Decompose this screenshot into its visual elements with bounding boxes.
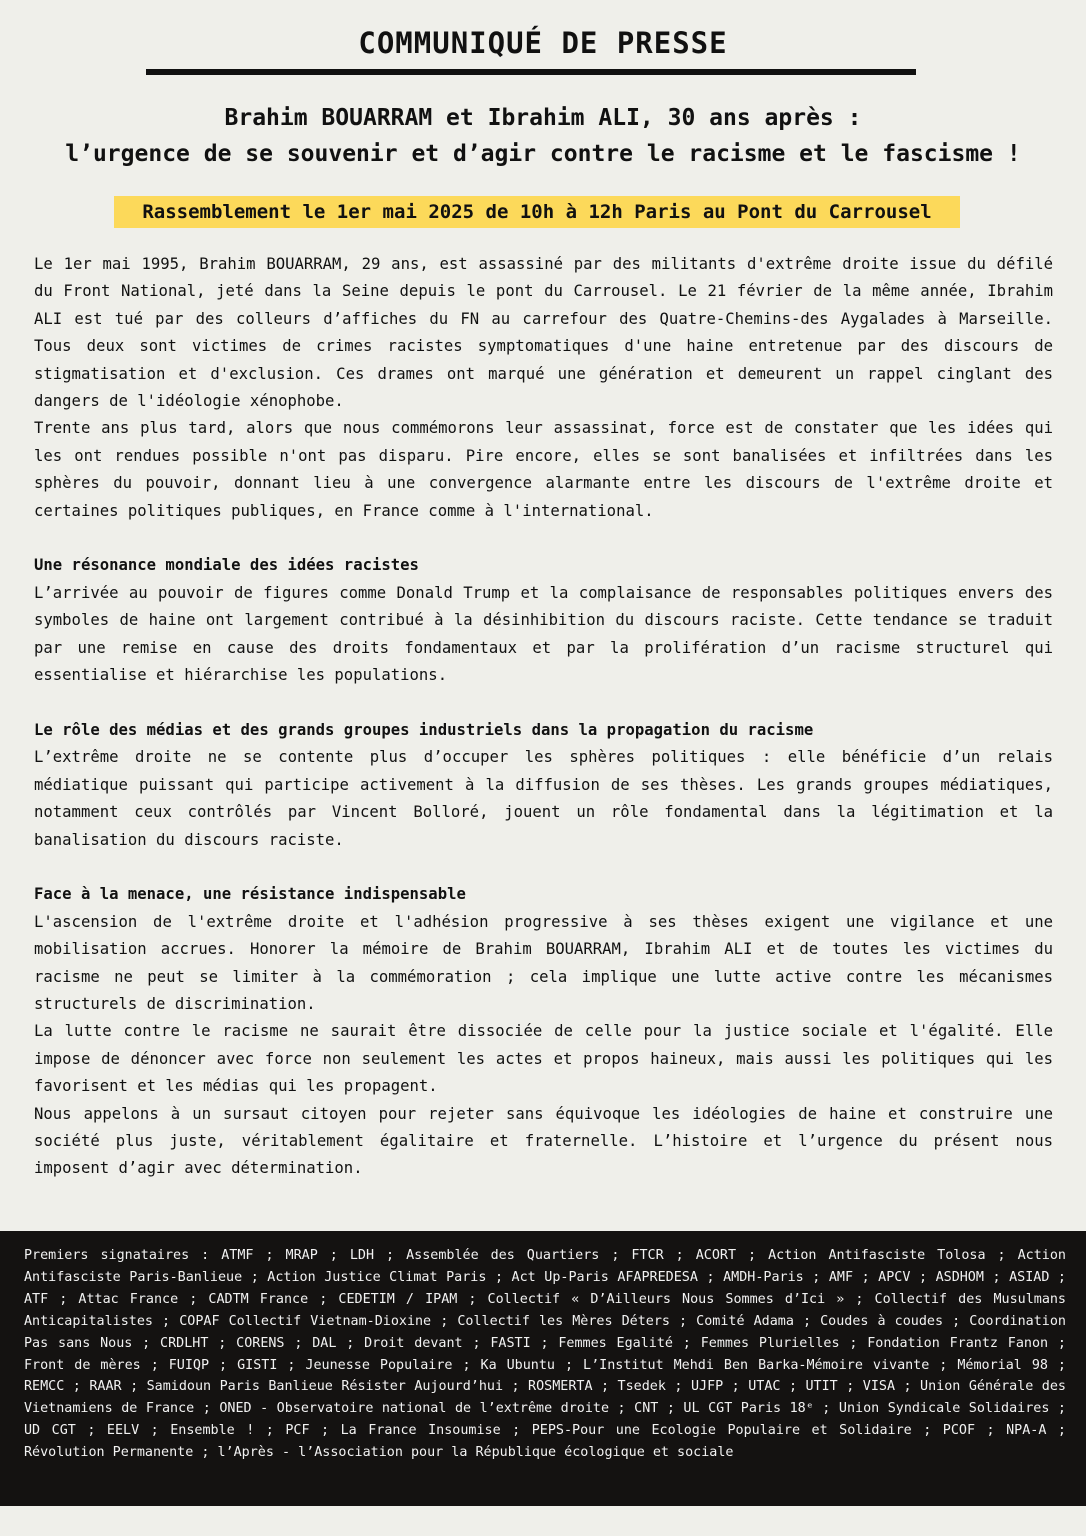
page-title: COMMUNIQUÉ DE PRESSE <box>358 26 728 60</box>
press-release-body <box>34 251 1053 1183</box>
intro-paragraph-1: Le 1er mai 1995, Brahim BOUARRAM, 29 ans, est assassiné par des militants d'extrême droite issue du défilé du Front National, jeté dans la Seine depuis le pont du Carrousel. Le 21 février de la même année, Ibrahim ALI est tué par des colleurs d’affiches du FN au carrefour des Quatre-Chemins-des Aygalades à Marseille. Tous deux sont victimes de crimes racistes symptomatiques d'une haine entretenue par des discours de stigmatisation et d'exclusion. Ces drames ont marqué une génération et demeurent un rappel cinglant des dangers de l'idéologie xénophobe. <box>34 255 1053 411</box>
headline <box>0 100 1086 172</box>
section-title-global-resonance: Une résonance mondiale des idées racistes <box>34 556 419 575</box>
intro-paragraph-2: Trente ans plus tard, alors que nous commémorons leur assassinat, force est de constater que les idées qui les ont rendues possible n'ont pas disparu. Pire encore, elles se sont banalisées et infiltrées dans les sphères du pouvoir, donnant lieu à une convergence alarmante entre les discours de l'extrême droite et certaines politiques publiques, en France comme à l'international. <box>34 419 1053 520</box>
signatories-list: Premiers signataires : ATMF ; MRAP ; LDH ; Assemblée des Quartiers ; FTCR ; ACORT ; Action Antifasciste Tolosa ; Action Antifasciste Paris-Banlieue ; Action Justice Climat Paris ; Act Up-Paris AFAPREDESA ; AMDH-Paris ; AMF ; APCV ; ASDHOM ; ASIAD ; ATF ; Attac France ; CADTM France ; CEDETIM / IPAM ; Collectif « D’Ailleurs Nous Sommes d’Ici » ; Collectif des Musulmans Anticapitalistes ; COPAF Collectif Vietnam-Dioxine ; Collectif les Mères Déters ; Comité Adama ; Coudes à coudes ; Coordination Pas sans Nous ; CRDLHT ; CORENS ; DAL ; Droit devant ; FASTI ; Femmes Egalité ; Femmes Plurielles ; Fondation Frantz Fanon ; Front de mères ; FUIQP ; GISTI ; Jeunesse Populaire ; Ka Ubuntu ; L’Institut Mehdi Ben Barka-Mémoire vivante ; Mémorial 98 ; REMCC ; RAAR ; Samidoun Paris Banlieue Résister Aujourd’hui ; ROSMERTA ; Tsedek ; UJFP ; UTAC ; UTIT ; VISA ; Union Générale des Vietnamiens de France ; ONED - Observatoire national de l’extrême droite ; CNT ; UL CGT Paris 18ᵉ ; Union Syndicale Solidaires ; UD CGT ; EELV ; Ensemble ! ; PCF ; La France Insoumise ; PEPS-Pour une Ecologie Populaire et Solidaire ; PCOF ; NPA-A ; Révolution Permanente ; l’Après - l’Association pour la République écologique et sociale <box>24 1248 1066 1461</box>
section-title-media-role: Le rôle des médias et des grands groupes industriels dans la propagation du racisme <box>34 720 814 739</box>
headline-line-2: l’urgence de se souvenir et d’agir contre le racisme et le fascisme ! <box>65 141 1021 167</box>
headline-line-1: Brahim BOUARRAM et Ibrahim ALI, 30 ans après : <box>224 105 862 131</box>
section-paragraph: Nous appelons à un sursaut citoyen pour rejeter sans équivoque les idéologies de haine et construire une société plus juste, véritablement égalitaire et fraternelle. L’histoire et l’urgence du présent nous imposent d’agir avec détermination. <box>34 1104 1053 1178</box>
section-paragraph: L'ascension de l'extrême droite et l'adhésion progressive à ses thèses exigent une vigilance et une mobilisation accrues. Honorer la mémoire de Brahim BOUARRAM, Ibrahim ALI et de toutes les victimes du racisme ne peut se limiter à la commémoration ; cela implique une lutte active contre les mécanismes structurels de discrimination. <box>34 912 1053 1013</box>
section-title-resistance: Face à la menace, une résistance indispensable <box>34 885 466 904</box>
section-paragraph: La lutte contre le racisme ne saurait être dissociée de celle pour la justice sociale et l'égalité. Elle impose de dénoncer avec force non seulement les actes et propos haineux, mais aussi les politiques qui les favorisent et les médias qui les propagent. <box>34 1022 1053 1096</box>
event-banner: Rassemblement le 1er mai 2025 de 10h à 12h Paris au Pont du Carrousel <box>114 196 960 228</box>
signatories-footer <box>0 1231 1086 1506</box>
section-paragraph: L’arrivée au pouvoir de figures comme Donald Trump et la complaisance de responsables politiques envers des symboles de haine ont largement contribué à la désinhibition du discours raciste. Cette tendance se traduit par une remise en cause des droits fondamentaux et par la prolifération d’un racisme structurel qui essentialise et hiérarchise les populations. <box>34 583 1053 685</box>
section-paragraph: L’extrême droite ne se contente plus d’occuper les sphères politiques : elle bénéficie d’un relais médiatique puissant qui participe activement à la diffusion de ses thèses. Les grands groupes médiatiques, notamment ceux contrôlés par Vincent Bolloré, jouent un rôle fondamental dans la légitimation et la banalisation du discours raciste. <box>34 748 1053 849</box>
title-divider <box>146 69 916 75</box>
